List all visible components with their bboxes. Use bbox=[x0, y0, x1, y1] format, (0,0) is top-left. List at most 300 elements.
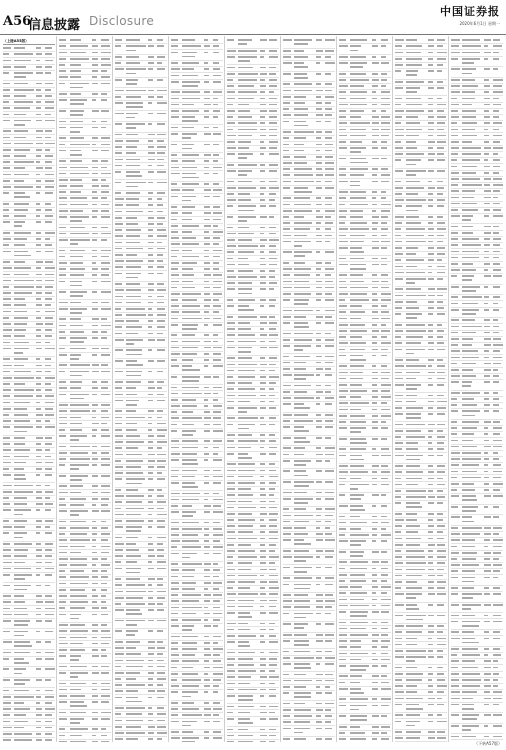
table-cell bbox=[339, 129, 346, 131]
table-cell bbox=[260, 334, 267, 336]
table-cell bbox=[294, 709, 311, 711]
table-cell bbox=[213, 262, 219, 264]
table-cell bbox=[3, 721, 10, 723]
table-cell bbox=[493, 615, 501, 617]
table-cell bbox=[148, 514, 152, 516]
table-cell bbox=[171, 359, 177, 361]
table-cell bbox=[213, 256, 220, 258]
table-cell bbox=[101, 227, 108, 229]
table-cell bbox=[462, 593, 482, 595]
table-cell bbox=[148, 62, 154, 64]
table-cell bbox=[325, 738, 332, 740]
table-cell bbox=[115, 182, 121, 184]
table-cell bbox=[350, 264, 366, 266]
table-cell bbox=[269, 227, 276, 229]
table-cell bbox=[462, 275, 474, 277]
table-cell bbox=[493, 251, 500, 253]
table-cell bbox=[70, 210, 83, 212]
table-cell bbox=[294, 550, 309, 552]
table-cell bbox=[204, 167, 209, 169]
table-cell bbox=[339, 390, 348, 392]
table-cell bbox=[294, 362, 306, 364]
table-cell bbox=[406, 91, 417, 93]
table-cell bbox=[148, 211, 153, 213]
table-cell bbox=[213, 225, 218, 227]
table-cell bbox=[339, 174, 346, 176]
table-cell bbox=[148, 578, 155, 580]
table-cell bbox=[406, 313, 422, 315]
table-cell bbox=[101, 649, 106, 651]
table-cell bbox=[395, 490, 401, 492]
table-cell bbox=[339, 372, 348, 374]
table-cell bbox=[283, 83, 290, 85]
table-cell bbox=[325, 131, 332, 133]
table-cell bbox=[238, 233, 254, 235]
table-cell bbox=[484, 404, 490, 406]
table-cell bbox=[171, 588, 179, 590]
table-cell bbox=[59, 624, 68, 626]
table-cell bbox=[70, 595, 87, 597]
table-cell bbox=[3, 317, 9, 319]
table-cell bbox=[45, 727, 52, 729]
table-cell bbox=[59, 485, 67, 487]
table-cell bbox=[148, 339, 155, 341]
table-cell bbox=[182, 376, 200, 378]
table-cell bbox=[462, 363, 476, 365]
table-cell bbox=[101, 99, 107, 101]
table-cell bbox=[451, 172, 459, 174]
table-cell bbox=[92, 630, 98, 632]
table-cell bbox=[70, 666, 87, 668]
table-cell bbox=[45, 101, 54, 103]
table-cell bbox=[126, 543, 136, 545]
table-cell bbox=[451, 495, 459, 497]
table-cell bbox=[493, 319, 498, 321]
table-cell bbox=[269, 288, 274, 290]
table-cell bbox=[204, 231, 209, 233]
table-cell bbox=[294, 241, 311, 243]
table-cell bbox=[294, 485, 309, 487]
table-cell bbox=[36, 420, 41, 422]
table-cell bbox=[92, 354, 97, 356]
table-cell bbox=[437, 222, 445, 224]
table-cell bbox=[437, 384, 444, 386]
table-cell bbox=[59, 364, 67, 366]
table-cell bbox=[406, 58, 422, 60]
table-cell bbox=[428, 465, 433, 467]
table-cell bbox=[325, 521, 331, 523]
table-cell bbox=[484, 381, 490, 383]
table-cell bbox=[437, 365, 445, 367]
table-cell bbox=[148, 289, 154, 291]
table-cell bbox=[316, 168, 322, 170]
table-cell bbox=[269, 181, 277, 183]
table-cell bbox=[14, 402, 30, 404]
table-cell bbox=[3, 180, 10, 182]
table-cell bbox=[36, 383, 41, 385]
table-cell bbox=[14, 690, 29, 692]
table-cell bbox=[204, 731, 209, 733]
table-cell bbox=[381, 675, 387, 677]
table-cell bbox=[462, 615, 475, 617]
table-cell bbox=[204, 281, 209, 283]
table-cell bbox=[350, 158, 366, 160]
table-cell bbox=[213, 424, 221, 426]
table-cell bbox=[171, 563, 178, 565]
table-cell bbox=[14, 348, 29, 350]
table-cell bbox=[372, 311, 378, 313]
table-cell bbox=[148, 254, 153, 256]
table-cell bbox=[14, 53, 33, 55]
table-cell bbox=[350, 669, 366, 671]
table-cell bbox=[484, 147, 491, 149]
table-cell bbox=[157, 672, 165, 674]
table-cell bbox=[14, 437, 25, 439]
table-row bbox=[283, 691, 335, 702]
table-cell bbox=[372, 62, 379, 64]
table-cell bbox=[70, 614, 81, 616]
table-cell bbox=[126, 584, 145, 586]
table-cell bbox=[70, 64, 81, 66]
table-cell bbox=[325, 114, 332, 116]
table-cell bbox=[14, 574, 32, 576]
table-cell bbox=[428, 538, 433, 540]
table-cell bbox=[493, 648, 500, 650]
table-cell bbox=[428, 407, 433, 409]
table-cell bbox=[395, 650, 403, 652]
table-cell bbox=[157, 302, 164, 304]
table-cell bbox=[14, 161, 34, 163]
table-cell bbox=[325, 362, 333, 364]
table-cell bbox=[428, 562, 433, 564]
table-cell bbox=[462, 45, 481, 47]
table-cell bbox=[372, 98, 377, 100]
table-cell bbox=[14, 624, 28, 626]
table-cell bbox=[428, 731, 435, 733]
table-cell bbox=[260, 276, 266, 278]
table-cell bbox=[182, 334, 195, 336]
table-cell bbox=[238, 193, 250, 195]
table-cell bbox=[294, 204, 311, 206]
table-cell bbox=[171, 424, 177, 426]
table-cell bbox=[269, 519, 277, 521]
table-row bbox=[171, 624, 223, 635]
table-cell bbox=[157, 314, 166, 316]
table-cell bbox=[238, 712, 250, 714]
table-cell bbox=[126, 273, 141, 275]
table-cell bbox=[70, 302, 81, 304]
table-cell bbox=[126, 296, 141, 298]
table-cell bbox=[339, 540, 348, 542]
table-cell bbox=[428, 253, 434, 255]
table-row bbox=[283, 726, 335, 737]
table-cell bbox=[428, 556, 433, 558]
table-cell bbox=[157, 641, 163, 643]
table-cell bbox=[182, 522, 199, 524]
table-cell bbox=[126, 254, 137, 256]
table-cell bbox=[148, 707, 152, 709]
table-cell bbox=[45, 620, 52, 622]
table-cell bbox=[350, 216, 363, 218]
table-cell bbox=[213, 347, 222, 349]
table-cell bbox=[437, 496, 445, 498]
table-cell bbox=[36, 203, 40, 205]
table-cell bbox=[92, 210, 98, 212]
table-cell bbox=[372, 415, 378, 417]
table-row bbox=[451, 505, 503, 516]
table-row bbox=[3, 71, 55, 82]
table-cell bbox=[45, 335, 52, 337]
table-cell bbox=[101, 429, 109, 431]
table-cell bbox=[14, 679, 30, 681]
table-cell bbox=[484, 244, 490, 246]
table-cell bbox=[350, 682, 360, 684]
table-cell bbox=[484, 166, 490, 168]
table-cell bbox=[213, 154, 219, 156]
table-cell bbox=[70, 630, 88, 632]
table-cell bbox=[325, 241, 330, 243]
table-cell bbox=[238, 370, 255, 372]
table-row bbox=[115, 122, 167, 133]
table-cell bbox=[372, 330, 379, 332]
table-cell bbox=[493, 344, 503, 346]
table-cell bbox=[204, 673, 208, 675]
table-cell bbox=[395, 401, 402, 403]
table-cell bbox=[294, 728, 310, 730]
table-cell bbox=[204, 411, 210, 413]
table-cell bbox=[157, 526, 165, 528]
table-row bbox=[395, 592, 447, 603]
table-cell bbox=[238, 181, 252, 183]
table-cell bbox=[395, 737, 403, 739]
table-cell bbox=[115, 260, 124, 262]
table-cell bbox=[36, 414, 43, 416]
table-cell bbox=[406, 74, 417, 76]
table-cell bbox=[260, 73, 267, 75]
table-cell bbox=[157, 102, 167, 104]
table-cell bbox=[92, 137, 98, 139]
table-cell bbox=[101, 58, 110, 60]
table-cell bbox=[3, 298, 11, 300]
table-row bbox=[3, 640, 55, 651]
table-cell bbox=[238, 73, 258, 75]
table-cell bbox=[204, 98, 210, 100]
table-cell bbox=[350, 274, 363, 276]
table-cell bbox=[182, 250, 192, 252]
table-cell bbox=[171, 219, 177, 221]
table-cell bbox=[126, 113, 138, 115]
table-cell bbox=[126, 660, 144, 662]
table-cell bbox=[269, 575, 278, 577]
table-cell bbox=[115, 447, 122, 449]
table-cell bbox=[428, 525, 434, 527]
table-cell bbox=[92, 256, 97, 258]
table-cell bbox=[350, 197, 366, 199]
table-row bbox=[171, 132, 223, 143]
table-cell bbox=[484, 286, 488, 288]
table-cell bbox=[182, 81, 200, 83]
table-cell bbox=[59, 423, 67, 425]
table-cell bbox=[269, 364, 276, 366]
table-cell bbox=[316, 162, 322, 164]
table-cell bbox=[462, 587, 474, 589]
table-cell bbox=[238, 293, 252, 295]
table-cell bbox=[148, 561, 152, 563]
table-cell bbox=[372, 586, 378, 588]
table-cell bbox=[59, 601, 66, 603]
table-cell bbox=[204, 116, 209, 118]
table-cell bbox=[36, 456, 41, 458]
table-cell bbox=[227, 216, 233, 218]
table-cell bbox=[316, 680, 322, 682]
table-cell bbox=[182, 341, 200, 343]
table-cell bbox=[406, 147, 417, 149]
table-column bbox=[226, 36, 281, 742]
table-cell bbox=[171, 144, 177, 146]
table-cell bbox=[269, 305, 275, 307]
section-title-cn: 信息披露 bbox=[28, 18, 81, 33]
table-cell bbox=[59, 210, 68, 212]
table-cell bbox=[182, 557, 190, 559]
table-cell bbox=[437, 253, 445, 255]
table-cell bbox=[204, 173, 209, 175]
table-cell bbox=[372, 141, 377, 143]
table-cell bbox=[148, 302, 153, 304]
table-cell bbox=[484, 215, 489, 217]
table-cell bbox=[406, 266, 417, 268]
table-cell bbox=[294, 102, 305, 104]
table-cell bbox=[406, 544, 420, 546]
table-cell bbox=[350, 330, 367, 332]
table-cell bbox=[395, 615, 403, 617]
table-cell bbox=[238, 440, 258, 442]
table-cell bbox=[36, 89, 41, 91]
table-cell bbox=[126, 707, 145, 709]
table-cell bbox=[238, 239, 252, 241]
table-cell bbox=[36, 668, 41, 670]
table-row bbox=[115, 271, 167, 282]
table-cell bbox=[227, 513, 235, 515]
table-cell bbox=[428, 531, 433, 533]
table-cell bbox=[294, 556, 313, 558]
table-cell bbox=[381, 427, 388, 429]
table-cell bbox=[92, 458, 98, 460]
table-cell bbox=[493, 166, 500, 168]
table-cell bbox=[269, 587, 279, 589]
table-row bbox=[115, 737, 167, 742]
table-cell bbox=[92, 144, 96, 146]
table-cell bbox=[325, 235, 332, 237]
table-cell bbox=[350, 104, 367, 106]
table-cell bbox=[316, 498, 321, 500]
table-cell bbox=[238, 316, 257, 318]
table-cell bbox=[227, 73, 235, 75]
table-row bbox=[283, 119, 335, 130]
table-cell bbox=[283, 339, 290, 341]
table-cell bbox=[395, 342, 402, 344]
table-cell bbox=[406, 205, 422, 207]
table-cell bbox=[428, 307, 434, 309]
table-cell bbox=[372, 85, 378, 87]
table-cell bbox=[406, 650, 426, 652]
table-cell bbox=[493, 392, 498, 394]
table-cell bbox=[294, 521, 309, 523]
table-cell bbox=[148, 660, 153, 662]
table-cell bbox=[182, 486, 198, 488]
table-cell bbox=[381, 586, 391, 588]
table-cell bbox=[148, 472, 153, 474]
table-cell bbox=[238, 417, 258, 419]
table-cell bbox=[213, 167, 222, 169]
table-cell bbox=[269, 562, 275, 564]
table-cell bbox=[350, 478, 361, 480]
table-cell bbox=[171, 81, 179, 83]
table-cell bbox=[45, 251, 53, 253]
table-cell bbox=[45, 585, 50, 587]
table-cell bbox=[213, 553, 221, 555]
table-cell bbox=[294, 634, 307, 636]
table-cell bbox=[395, 625, 404, 627]
table-cell bbox=[14, 555, 27, 557]
table-row bbox=[339, 262, 391, 273]
table-cell bbox=[372, 264, 379, 266]
table-cell bbox=[36, 696, 41, 698]
table-cell bbox=[227, 635, 235, 637]
table-cell bbox=[493, 570, 500, 572]
table-cell bbox=[227, 305, 234, 307]
table-cell bbox=[395, 81, 403, 83]
table-cell bbox=[45, 449, 50, 451]
table-cell bbox=[227, 434, 235, 436]
table-cell bbox=[14, 280, 34, 282]
table-cell bbox=[294, 627, 304, 629]
table-cell bbox=[283, 137, 289, 139]
table-cell bbox=[269, 407, 276, 409]
table-cell bbox=[238, 395, 256, 397]
table-cell bbox=[260, 417, 264, 419]
table-row bbox=[283, 622, 335, 633]
table-cell bbox=[381, 79, 387, 81]
table-cell bbox=[204, 430, 210, 432]
table-cell bbox=[213, 660, 221, 662]
table-cell bbox=[14, 66, 26, 68]
table-cell bbox=[462, 303, 478, 305]
table-cell bbox=[182, 691, 198, 693]
table-cell bbox=[70, 197, 87, 199]
table-cell bbox=[14, 526, 25, 528]
table-cell bbox=[70, 268, 85, 270]
table-cell bbox=[14, 509, 31, 511]
table-cell bbox=[428, 116, 434, 118]
table-cell bbox=[283, 197, 291, 199]
table-cell bbox=[395, 430, 403, 432]
table-cell bbox=[3, 323, 11, 325]
table-cell bbox=[493, 141, 500, 143]
table-cell bbox=[462, 203, 477, 205]
table-cell bbox=[59, 498, 65, 500]
table-cell bbox=[316, 385, 321, 387]
table-cell bbox=[70, 728, 88, 730]
table-cell bbox=[101, 435, 110, 437]
table-cell bbox=[283, 527, 292, 529]
table-cell bbox=[171, 68, 180, 70]
table-cell bbox=[227, 357, 235, 359]
table-cell bbox=[451, 587, 458, 589]
table-cell bbox=[227, 689, 234, 691]
table-cell bbox=[406, 388, 417, 390]
table-cell bbox=[339, 39, 346, 41]
table-cell bbox=[126, 530, 141, 532]
